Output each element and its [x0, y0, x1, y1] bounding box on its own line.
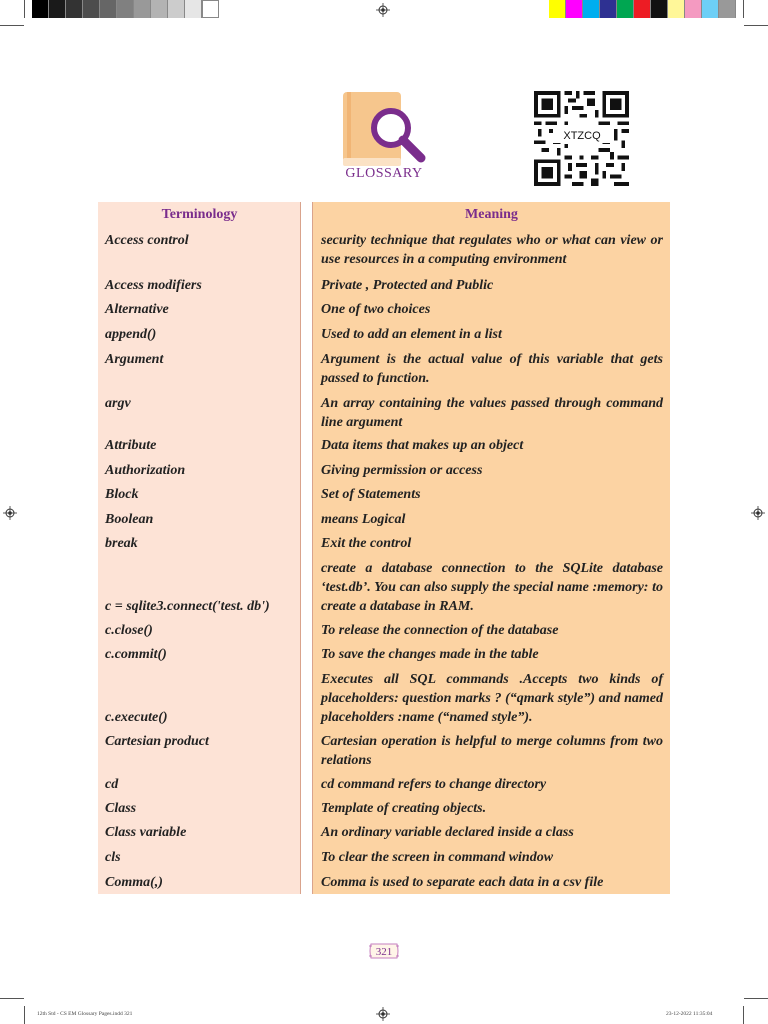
meaning: Exit the control [321, 536, 412, 551]
terminology-header: Terminology [161, 207, 238, 222]
term: break [105, 536, 138, 551]
term: Access modifiers [105, 278, 202, 293]
term: cd [105, 777, 119, 792]
term: Argument [105, 352, 164, 367]
meaning: Used to add an element in a list [321, 327, 502, 342]
registration-mark-icon [751, 506, 765, 520]
table-row [98, 621, 670, 640]
crop-mark [743, 1006, 744, 1024]
meaning: Argument is the actual value of this variable that gets passed to function. [321, 352, 663, 386]
term: Attribute [105, 438, 157, 453]
registration-mark-icon [3, 506, 17, 520]
term: Comma(,) [105, 875, 163, 890]
meaning: One of two choices [321, 302, 431, 317]
crop-mark [0, 998, 24, 999]
meaning: Executes all SQL commands .Accepts two kinds of placeholders: question marks ? (“qmark style”) and named placeholders :name (“named style”). [321, 672, 663, 725]
term: Block [105, 487, 139, 502]
table-row [98, 394, 670, 432]
meaning: Giving permission or access [321, 463, 483, 478]
glossary-book-magnifier-icon [341, 92, 429, 168]
table-row [98, 485, 670, 504]
meaning: To release the connection of the database [321, 623, 559, 638]
term: Class [105, 801, 137, 816]
term: Class variable [105, 825, 187, 840]
registration-mark-icon [376, 3, 390, 17]
meaning: Template of creating objects. [321, 801, 487, 816]
table-row [98, 276, 670, 295]
term: c = sqlite3.connect('test. db') [105, 599, 270, 614]
table-row [98, 823, 670, 842]
footer-file-info: 12th Std - CS EM Glossary Pages.indd 321 [37, 1011, 133, 1017]
crop-mark [744, 25, 768, 26]
meaning: security technique that regulates who or what can view or use resources in a computing environment [321, 233, 663, 267]
term: cls [105, 850, 121, 865]
meaning: Cartesian operation is helpful to merge columns from two relations [321, 734, 663, 768]
crop-mark [743, 0, 744, 18]
table-row [98, 799, 670, 818]
meaning: Set of Statements [321, 487, 421, 502]
glossary-table [98, 202, 670, 894]
meaning: Comma is used to separate each data in a csv file [321, 875, 604, 890]
crop-mark [24, 0, 25, 18]
table-row [98, 325, 670, 344]
glossary-title: GLOSSARY [345, 166, 423, 181]
term: argv [105, 396, 131, 411]
table-row [98, 559, 670, 616]
table-row [98, 873, 670, 892]
registration-mark-icon [376, 1007, 390, 1021]
table-row [98, 350, 670, 388]
crop-mark [24, 1006, 25, 1024]
table-row [98, 510, 670, 529]
color-swatch-strip [549, 0, 736, 18]
meaning: An ordinary variable declared inside a class [321, 825, 574, 840]
meaning: means Logical [321, 512, 406, 527]
term: c.execute() [105, 710, 168, 725]
crop-mark [744, 998, 768, 999]
page-number: 321 [375, 946, 393, 958]
meaning: Data items that makes up an object [321, 438, 524, 453]
term: c.close() [105, 623, 153, 638]
term: c.commit() [105, 647, 167, 662]
meaning: An array containing the values passed through command line argument [321, 396, 663, 430]
term: append() [105, 327, 157, 342]
table-row [98, 670, 670, 727]
meaning-header: Meaning [465, 207, 518, 222]
meaning: cd command refers to change directory [321, 777, 547, 792]
term: Boolean [105, 512, 154, 527]
table-row [98, 732, 670, 770]
meaning: To clear the screen in command window [321, 850, 554, 865]
table-row [98, 534, 670, 553]
crop-mark [0, 25, 24, 26]
table-row [98, 300, 670, 319]
term: Access control [105, 233, 189, 248]
meaning: create a database connection to the SQLite database ‘test.db’. You can also supply the special name :memory: to create a database in RAM. [321, 561, 663, 614]
term: Alternative [105, 302, 169, 317]
meaning: Private , Protected and Public [321, 278, 494, 293]
grayscale-swatch-strip [32, 0, 219, 18]
qr-code-label: XTZCQ [553, 129, 611, 143]
table-row [98, 645, 670, 664]
term: Authorization [105, 463, 186, 478]
table-row [98, 461, 670, 480]
table-row [98, 231, 670, 269]
table-row [98, 775, 670, 794]
term: Cartesian product [105, 734, 209, 749]
table-row [98, 436, 670, 455]
footer-timestamp: 23-12-2022 11:35:04 [666, 1011, 713, 1017]
table-row [98, 848, 670, 867]
page-number-badge [369, 941, 399, 961]
meaning: To save the changes made in the table [321, 647, 539, 662]
